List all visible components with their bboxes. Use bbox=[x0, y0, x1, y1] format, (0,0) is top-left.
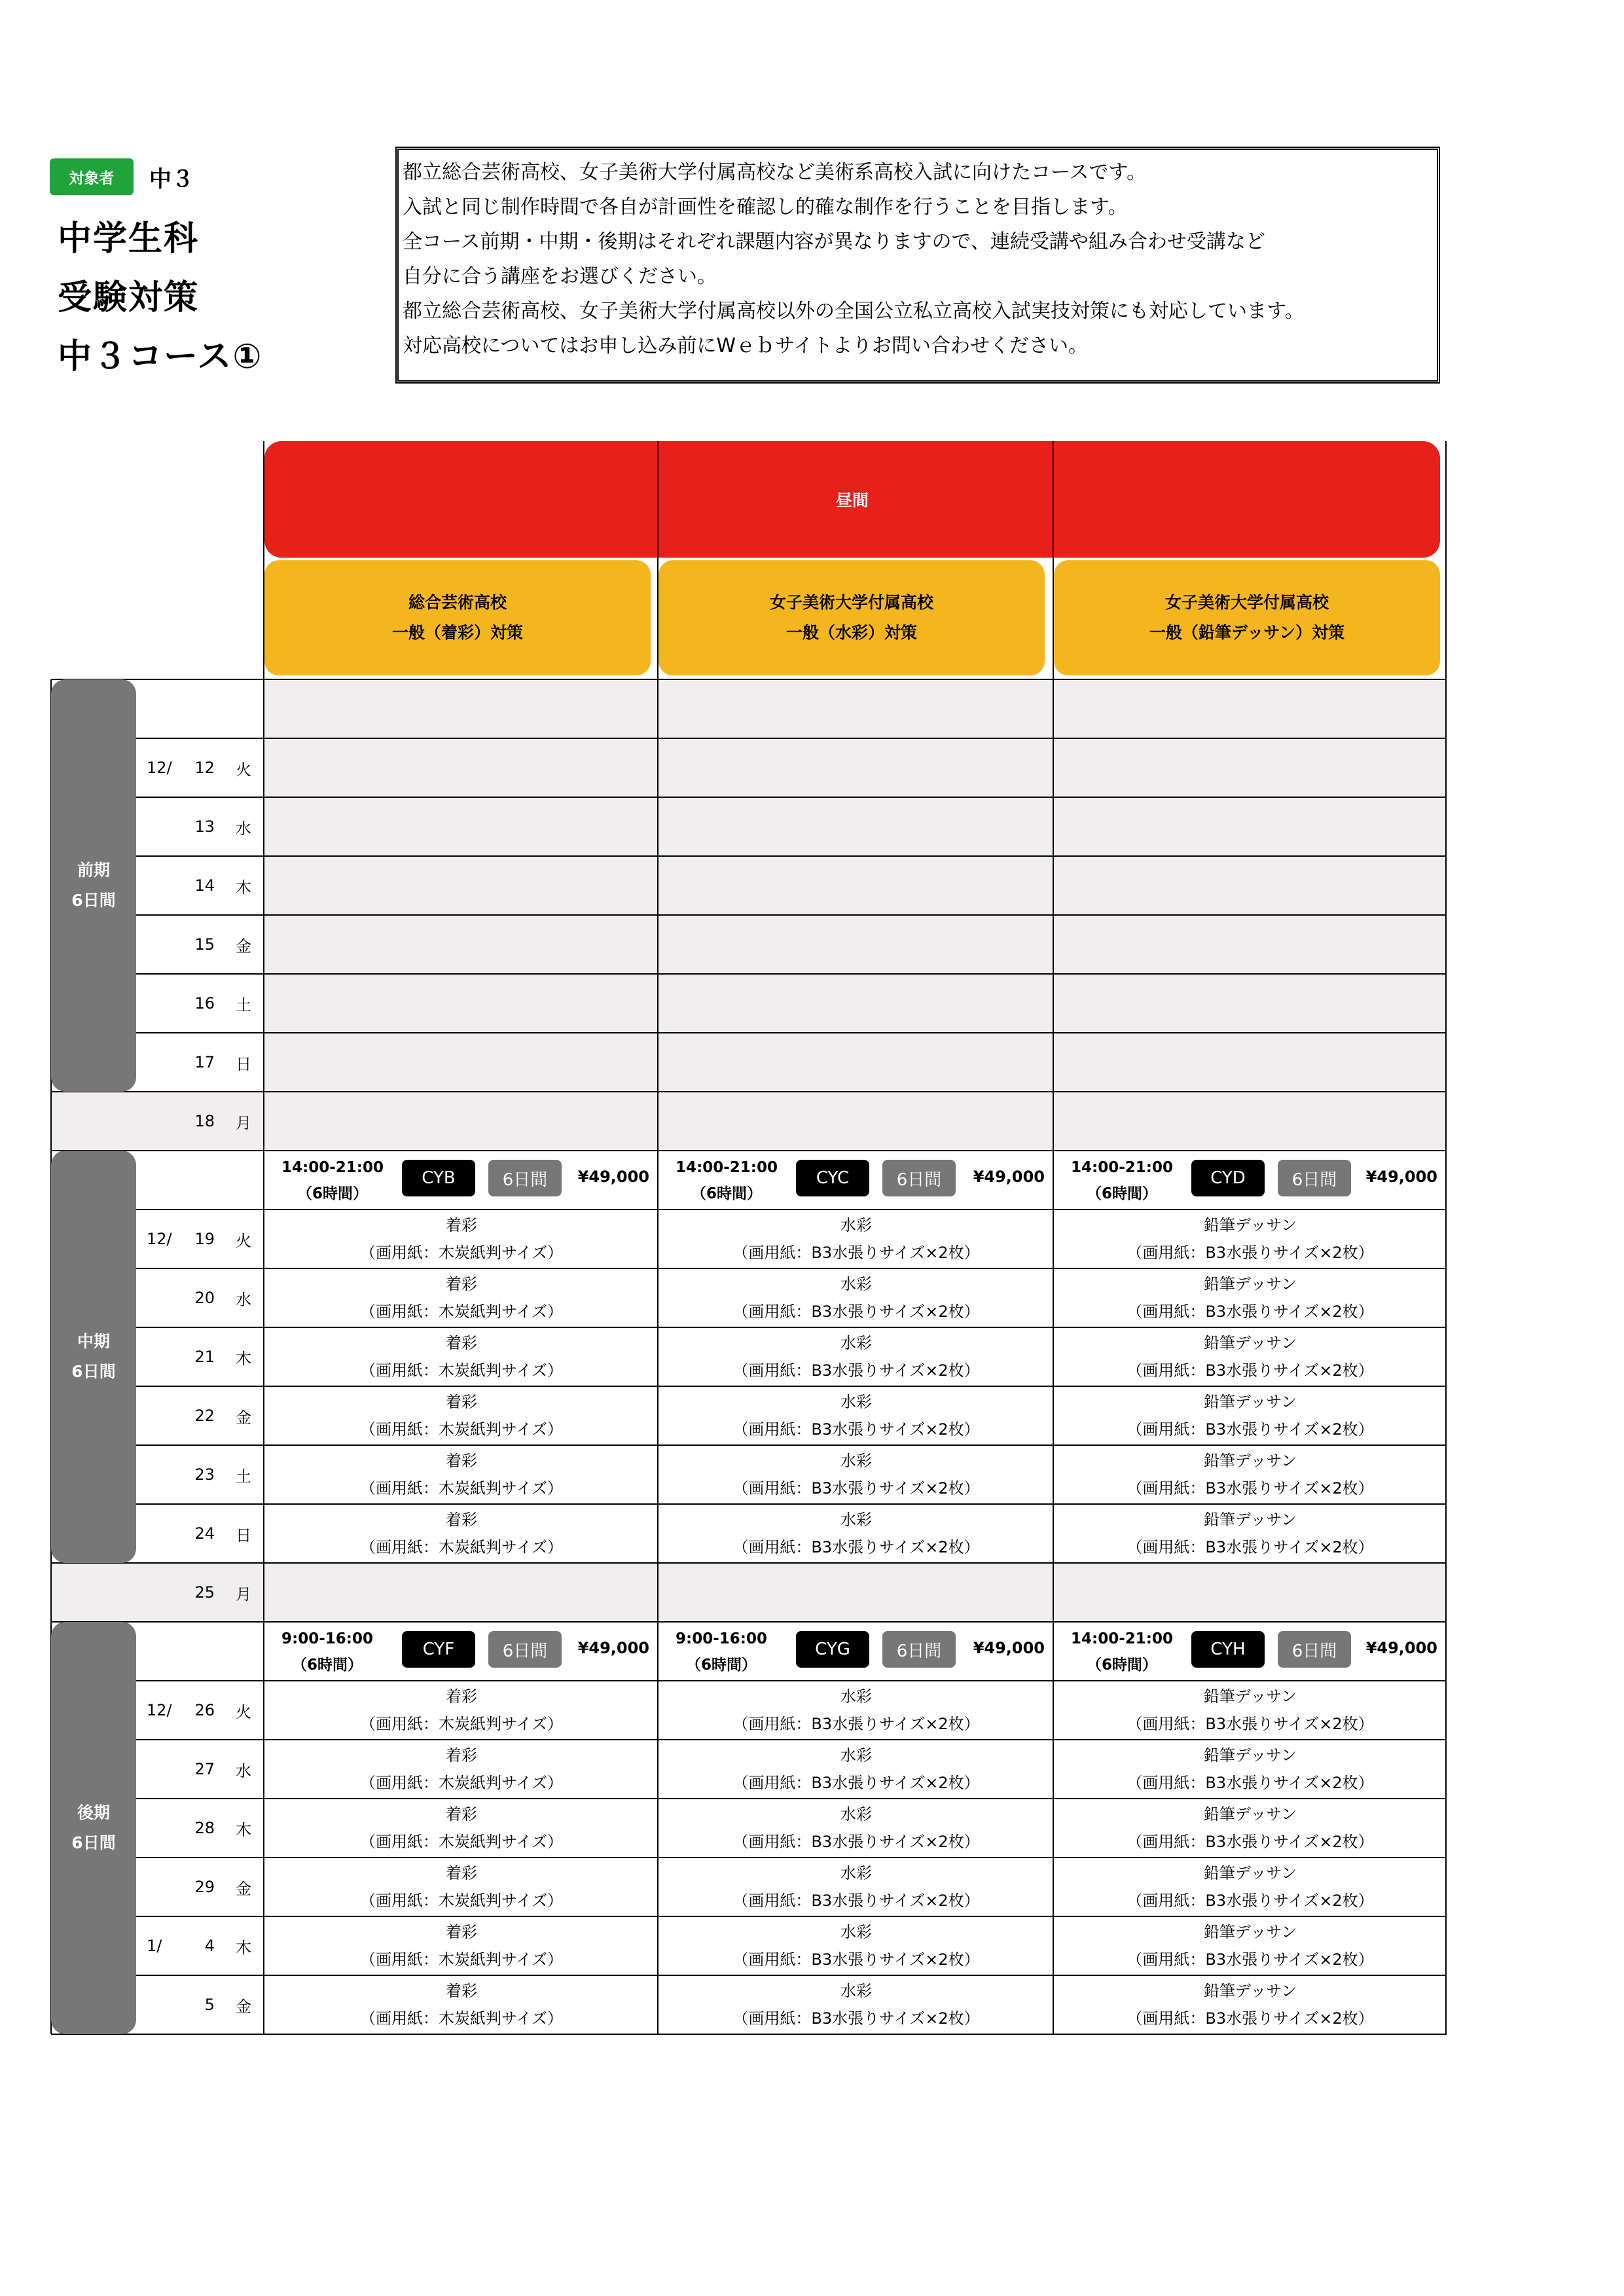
title-line-2: 受験対策 bbox=[58, 278, 200, 317]
date-weekday: 木 bbox=[236, 1938, 251, 1957]
lesson-name: 鉛筆デッサン bbox=[1203, 1805, 1297, 1823]
period-days: 6日間 bbox=[71, 891, 116, 910]
course-time-range: 14:00-21:00 bbox=[1071, 1630, 1173, 1647]
time-slot-header bbox=[264, 441, 1440, 558]
lesson-name: 着彩 bbox=[446, 1864, 477, 1882]
lesson-name: 鉛筆デッサン bbox=[1203, 1275, 1297, 1293]
course-info-cell bbox=[659, 1151, 1054, 1210]
course-price: ¥49,000 bbox=[1365, 1639, 1437, 1657]
lesson-name: 水彩 bbox=[840, 1393, 872, 1411]
lesson-name: 着彩 bbox=[446, 1393, 477, 1411]
row-divider bbox=[136, 797, 1447, 798]
row-divider bbox=[136, 1503, 1447, 1505]
lesson-cell bbox=[659, 1681, 1054, 1740]
course-days-badge: 6日間 bbox=[1278, 1631, 1351, 1668]
lesson-paper: （画用紙：B3水張りサイズ×2枚） bbox=[1127, 1538, 1374, 1556]
lesson-paper: （画用紙：B3水張りサイズ×2枚） bbox=[732, 1538, 980, 1556]
lesson-paper: （画用紙：B3水張りサイズ×2枚） bbox=[1127, 1361, 1374, 1380]
lesson-paper: （画用紙：B3水張りサイズ×2枚） bbox=[1127, 1715, 1374, 1733]
course-time-range: 9:00-16:00 bbox=[676, 1630, 767, 1647]
date-day: 26 bbox=[194, 1701, 215, 1719]
grade-label: 中３ bbox=[149, 166, 194, 192]
empty-cell-bg bbox=[264, 797, 1447, 856]
date-month: 12/ bbox=[147, 759, 172, 777]
lesson-cell bbox=[659, 1445, 1054, 1504]
row-divider bbox=[136, 973, 1447, 975]
empty-cell-bg bbox=[264, 974, 1447, 1033]
lesson-name: 水彩 bbox=[840, 1746, 872, 1765]
course-price: ¥49,000 bbox=[577, 1168, 649, 1186]
date-weekday: 木 bbox=[236, 878, 251, 897]
date-weekday: 土 bbox=[236, 1467, 251, 1486]
column-header-1 bbox=[264, 560, 651, 675]
course-price: ¥49,000 bbox=[1365, 1168, 1437, 1186]
lesson-name: 水彩 bbox=[840, 1452, 872, 1470]
date-day: 23 bbox=[194, 1465, 215, 1484]
lesson-cell bbox=[659, 1857, 1054, 1916]
course-time bbox=[676, 1626, 767, 1678]
course-code-badge: CYB bbox=[402, 1160, 475, 1196]
lesson-name: 水彩 bbox=[840, 1216, 872, 1234]
lesson-cell bbox=[264, 1445, 659, 1504]
lesson-cell bbox=[1054, 1681, 1447, 1740]
lesson-name: 鉛筆デッサン bbox=[1203, 1982, 1297, 2000]
column-divider bbox=[263, 441, 264, 2034]
date-day: 19 bbox=[194, 1230, 215, 1248]
column-school: 総合芸術高校 bbox=[408, 593, 507, 612]
lesson-name: 水彩 bbox=[840, 1334, 872, 1352]
row-divider bbox=[136, 1444, 1447, 1446]
row-divider bbox=[51, 1562, 1447, 1564]
description-line: 入試と同じ制作時間で各自が計画性を確認し的確な制作を行うことを目指します。 bbox=[403, 196, 1128, 219]
row-divider bbox=[51, 679, 1447, 680]
course-info-cell bbox=[659, 1622, 1054, 1681]
lesson-paper: （画用紙：木炭紙判サイズ） bbox=[359, 1774, 564, 1792]
course-description bbox=[395, 147, 1440, 384]
empty-cell-bg bbox=[264, 915, 1447, 974]
lesson-paper: （画用紙：B3水張りサイズ×2枚） bbox=[1127, 1302, 1374, 1321]
empty-cell-bg bbox=[264, 856, 1447, 915]
lesson-paper: （画用紙：木炭紙判サイズ） bbox=[359, 1244, 564, 1262]
period-tab bbox=[51, 679, 136, 1092]
lesson-cell bbox=[264, 1327, 659, 1386]
description-line: 自分に合う講座をお選びください。 bbox=[403, 265, 717, 288]
lesson-paper: （画用紙：B3水張りサイズ×2枚） bbox=[1127, 1833, 1374, 1851]
lesson-paper: （画用紙：B3水張りサイズ×2枚） bbox=[732, 1774, 980, 1792]
period-days: 6日間 bbox=[71, 1362, 116, 1381]
date-weekday: 木 bbox=[236, 1349, 251, 1368]
row-divider bbox=[136, 1386, 1447, 1387]
lesson-cell bbox=[1054, 1916, 1447, 1975]
period-tab bbox=[51, 1622, 136, 2034]
lesson-name: 鉛筆デッサン bbox=[1203, 1687, 1297, 1706]
lesson-name: 水彩 bbox=[840, 1982, 872, 2000]
lesson-paper: （画用紙：B3水張りサイズ×2枚） bbox=[732, 1715, 980, 1733]
date-day: 28 bbox=[194, 1819, 215, 1837]
course-info-cell bbox=[1054, 1151, 1447, 1210]
date-weekday: 火 bbox=[236, 760, 251, 779]
date-day: 24 bbox=[194, 1524, 215, 1543]
period-tab bbox=[51, 1151, 136, 1563]
row-divider bbox=[136, 1916, 1447, 1917]
date-month: 1/ bbox=[147, 1937, 162, 1955]
lesson-name: 鉛筆デッサン bbox=[1203, 1393, 1297, 1411]
lesson-name: 鉛筆デッサン bbox=[1203, 1923, 1297, 1941]
lesson-cell bbox=[659, 1386, 1054, 1445]
lesson-paper: （画用紙：B3水張りサイズ×2枚） bbox=[1127, 1892, 1374, 1910]
lesson-cell bbox=[1054, 1857, 1447, 1916]
lesson-cell bbox=[659, 1916, 1054, 1975]
lesson-cell bbox=[264, 1386, 659, 1445]
date-weekday: 金 bbox=[236, 937, 251, 956]
lesson-paper: （画用紙：B3水張りサイズ×2枚） bbox=[732, 1950, 980, 1969]
date-weekday: 月 bbox=[236, 1585, 251, 1604]
lesson-name: 着彩 bbox=[446, 1511, 477, 1529]
row-divider bbox=[136, 1268, 1447, 1269]
date-weekday: 金 bbox=[236, 1408, 251, 1427]
course-info-cell bbox=[264, 1622, 659, 1681]
description-line: 全コース前期・中期・後期はそれぞれ課題内容が異なりますので、連続受講や組み合わせ受講など bbox=[403, 230, 1265, 253]
lesson-name: 水彩 bbox=[840, 1923, 872, 1941]
column-divider bbox=[1053, 441, 1054, 2034]
period-label: 中期 bbox=[77, 1332, 110, 1351]
date-weekday: 火 bbox=[236, 1702, 251, 1721]
date-day: 12 bbox=[194, 759, 215, 777]
lesson-name: 鉛筆デッサン bbox=[1203, 1511, 1297, 1529]
course-code-badge: CYC bbox=[796, 1160, 869, 1196]
lesson-name: 着彩 bbox=[446, 1923, 477, 1941]
course-price: ¥49,000 bbox=[973, 1639, 1045, 1657]
course-days-badge: 6日間 bbox=[1278, 1160, 1351, 1196]
course-info-cell bbox=[264, 1151, 659, 1210]
course-info-cell bbox=[1054, 1622, 1447, 1681]
lesson-paper: （画用紙：B3水張りサイズ×2枚） bbox=[732, 1244, 980, 1262]
date-day: 29 bbox=[194, 1878, 215, 1896]
lesson-paper: （画用紙：B3水張りサイズ×2枚） bbox=[732, 1302, 980, 1321]
lesson-name: 鉛筆デッサン bbox=[1203, 1334, 1297, 1352]
lesson-cell bbox=[1054, 1386, 1447, 1445]
time-slot-label: 昼間 bbox=[835, 491, 869, 510]
course-hours: （6時間） bbox=[291, 1657, 363, 1674]
column-school: 女子美術大学付属高校 bbox=[1164, 593, 1329, 612]
row-divider bbox=[136, 738, 1447, 739]
lesson-cell bbox=[1054, 1268, 1447, 1327]
date-weekday: 日 bbox=[236, 1054, 251, 1073]
course-days-badge: 6日間 bbox=[488, 1160, 562, 1196]
lesson-paper: （画用紙：木炭紙判サイズ） bbox=[359, 1479, 564, 1498]
title-line-1: 中学生科 bbox=[58, 219, 200, 259]
course-time bbox=[281, 1626, 373, 1678]
date-weekday: 金 bbox=[236, 1997, 251, 2016]
lesson-paper: （画用紙：木炭紙判サイズ） bbox=[359, 1538, 564, 1556]
date-weekday: 水 bbox=[236, 1290, 251, 1309]
lesson-cell bbox=[1054, 1327, 1447, 1386]
course-price: ¥49,000 bbox=[973, 1168, 1045, 1186]
row-divider bbox=[136, 914, 1447, 916]
lesson-paper: （画用紙：木炭紙判サイズ） bbox=[359, 1420, 564, 1439]
column-header-3 bbox=[1054, 560, 1440, 675]
lesson-name: 着彩 bbox=[446, 1805, 477, 1823]
course-time bbox=[676, 1155, 778, 1207]
lesson-cell bbox=[659, 1210, 1054, 1268]
course-code-badge: CYD bbox=[1191, 1160, 1265, 1196]
date-day: 16 bbox=[194, 994, 215, 1013]
row-divider bbox=[136, 1032, 1447, 1033]
lesson-cell bbox=[1054, 1975, 1447, 2034]
lesson-name: 水彩 bbox=[840, 1511, 872, 1529]
date-day: 20 bbox=[194, 1289, 215, 1307]
row-divider bbox=[51, 1621, 1447, 1623]
course-price: ¥49,000 bbox=[577, 1639, 649, 1657]
lesson-name: 着彩 bbox=[446, 1216, 477, 1234]
course-hours: （6時間） bbox=[1086, 1185, 1157, 1202]
period-label: 後期 bbox=[77, 1803, 110, 1822]
lesson-paper: （画用紙：B3水張りサイズ×2枚） bbox=[732, 1892, 980, 1910]
lesson-name: 着彩 bbox=[446, 1275, 477, 1293]
lesson-cell bbox=[659, 1504, 1054, 1563]
row-divider bbox=[136, 1680, 1447, 1681]
lesson-paper: （画用紙：B3水張りサイズ×2枚） bbox=[732, 1361, 980, 1380]
period-label: 前期 bbox=[77, 861, 110, 880]
date-day: 15 bbox=[194, 935, 215, 954]
date-day: 18 bbox=[194, 1112, 215, 1130]
lesson-name: 鉛筆デッサン bbox=[1203, 1452, 1297, 1470]
date-weekday: 日 bbox=[236, 1526, 251, 1545]
course-days-badge: 6日間 bbox=[488, 1631, 562, 1668]
column-divider bbox=[657, 441, 659, 2034]
period-days: 6日間 bbox=[71, 1833, 116, 1852]
lesson-cell bbox=[659, 1799, 1054, 1857]
course-code-badge: CYH bbox=[1191, 1631, 1265, 1668]
row-divider bbox=[136, 855, 1447, 857]
course-time bbox=[1071, 1155, 1173, 1207]
row-divider bbox=[51, 2034, 1447, 2035]
break-date-cell bbox=[0, 1092, 262, 1151]
date-day: 25 bbox=[194, 1583, 215, 1602]
lesson-cell bbox=[264, 1504, 659, 1563]
date-day: 17 bbox=[194, 1053, 215, 1071]
course-time bbox=[1071, 1626, 1173, 1678]
date-weekday: 火 bbox=[236, 1231, 251, 1250]
lesson-cell bbox=[659, 1740, 1054, 1799]
column-subject: 一般（着彩）対策 bbox=[391, 623, 523, 642]
lesson-cell bbox=[264, 1210, 659, 1268]
column-header-2 bbox=[659, 560, 1045, 675]
lesson-cell bbox=[659, 1268, 1054, 1327]
lesson-cell bbox=[264, 1799, 659, 1857]
description-line: 都立総合芸術高校、女子美術大学付属高校など美術系高校入試に向けたコースです。 bbox=[403, 161, 1147, 184]
lesson-paper: （画用紙：B3水張りサイズ×2枚） bbox=[1127, 2009, 1374, 2028]
lesson-paper: （画用紙：木炭紙判サイズ） bbox=[359, 1715, 564, 1733]
lesson-paper: （画用紙：B3水張りサイズ×2枚） bbox=[732, 2009, 980, 2028]
lesson-name: 鉛筆デッサン bbox=[1203, 1864, 1297, 1882]
lesson-paper: （画用紙：B3水張りサイズ×2枚） bbox=[1127, 1950, 1374, 1969]
lesson-paper: （画用紙：木炭紙判サイズ） bbox=[359, 1361, 564, 1380]
column-school: 女子美術大学付属高校 bbox=[769, 593, 933, 612]
lesson-cell bbox=[1054, 1799, 1447, 1857]
date-weekday: 金 bbox=[236, 1879, 251, 1898]
row-divider bbox=[136, 1209, 1447, 1210]
lesson-cell bbox=[264, 1916, 659, 1975]
break-date-cell bbox=[0, 1563, 262, 1622]
course-days-badge: 6日間 bbox=[882, 1160, 956, 1196]
lesson-paper: （画用紙：B3水張りサイズ×2枚） bbox=[1127, 1244, 1374, 1262]
date-day: 4 bbox=[204, 1937, 215, 1955]
lesson-paper: （画用紙：B3水張りサイズ×2枚） bbox=[732, 1833, 980, 1851]
lesson-name: 水彩 bbox=[840, 1275, 872, 1293]
lesson-name: 着彩 bbox=[446, 1746, 477, 1765]
date-weekday: 木 bbox=[236, 1820, 251, 1839]
course-time-range: 14:00-21:00 bbox=[1071, 1159, 1173, 1176]
row-divider bbox=[51, 1150, 1447, 1151]
description-line: 対応高校についてはお申し込み前にWｅｂサイトよりお問い合わせください。 bbox=[403, 334, 1088, 357]
lesson-cell bbox=[264, 1740, 659, 1799]
lesson-paper: （画用紙：木炭紙判サイズ） bbox=[359, 1302, 564, 1321]
lesson-name: 水彩 bbox=[840, 1864, 872, 1882]
row-divider bbox=[136, 1327, 1447, 1328]
lesson-name: 着彩 bbox=[446, 1687, 477, 1706]
lesson-paper: （画用紙：木炭紙判サイズ） bbox=[359, 1892, 564, 1910]
lesson-cell bbox=[659, 1327, 1054, 1386]
empty-cell-bg bbox=[264, 738, 1447, 797]
lesson-paper: （画用紙：B3水張りサイズ×2枚） bbox=[1127, 1774, 1374, 1792]
lesson-name: 着彩 bbox=[446, 1452, 477, 1470]
lesson-cell bbox=[1054, 1740, 1447, 1799]
date-weekday: 月 bbox=[236, 1113, 251, 1132]
course-hours: （6時間） bbox=[297, 1185, 368, 1202]
course-time-range: 9:00-16:00 bbox=[281, 1630, 373, 1647]
empty-cell-bg bbox=[264, 679, 1447, 738]
empty-cell-bg bbox=[264, 1033, 1447, 1092]
target-badge: 対象者 bbox=[50, 158, 134, 195]
course-time-range: 14:00-21:00 bbox=[676, 1159, 778, 1176]
row-divider bbox=[136, 1857, 1447, 1858]
lesson-cell bbox=[659, 1975, 1054, 2034]
date-day: 27 bbox=[194, 1760, 215, 1778]
lesson-name: 鉛筆デッサン bbox=[1203, 1216, 1297, 1234]
row-divider bbox=[136, 1798, 1447, 1799]
date-month: 12/ bbox=[147, 1701, 172, 1719]
row-divider bbox=[136, 1975, 1447, 1976]
lesson-name: 水彩 bbox=[840, 1805, 872, 1823]
lesson-name: 着彩 bbox=[446, 1334, 477, 1352]
title-line-3: 中３コース① bbox=[58, 337, 263, 376]
date-day: 13 bbox=[194, 817, 215, 836]
lesson-cell bbox=[264, 1681, 659, 1740]
date-weekday: 土 bbox=[236, 996, 251, 1014]
date-weekday: 水 bbox=[236, 1761, 251, 1780]
lesson-cell bbox=[1054, 1504, 1447, 1563]
date-day: 21 bbox=[194, 1348, 215, 1366]
lesson-cell bbox=[1054, 1210, 1447, 1268]
lesson-paper: （画用紙：木炭紙判サイズ） bbox=[359, 2009, 564, 2028]
date-weekday: 水 bbox=[236, 819, 251, 838]
column-divider bbox=[1445, 441, 1447, 2034]
course-code-badge: CYG bbox=[796, 1631, 869, 1668]
course-days-badge: 6日間 bbox=[882, 1631, 956, 1668]
course-hours: （6時間） bbox=[685, 1657, 757, 1674]
lesson-cell bbox=[264, 1975, 659, 2034]
lesson-paper: （画用紙：B3水張りサイズ×2枚） bbox=[1127, 1479, 1374, 1498]
date-day: 14 bbox=[194, 876, 215, 895]
lesson-paper: （画用紙：木炭紙判サイズ） bbox=[359, 1833, 564, 1851]
lesson-cell bbox=[264, 1857, 659, 1916]
date-month: 12/ bbox=[147, 1230, 172, 1248]
lesson-cell bbox=[1054, 1445, 1447, 1504]
date-day: 5 bbox=[204, 1996, 215, 2014]
description-line: 都立総合芸術高校、女子美術大学付属高校以外の全国公立私立高校入試実技対策にも対応しています。 bbox=[403, 300, 1305, 323]
date-day: 22 bbox=[194, 1407, 215, 1425]
course-time bbox=[281, 1155, 384, 1207]
course-time-range: 14:00-21:00 bbox=[281, 1159, 384, 1176]
row-divider bbox=[136, 1739, 1447, 1740]
course-hours: （6時間） bbox=[1086, 1657, 1157, 1674]
lesson-name: 水彩 bbox=[840, 1687, 872, 1706]
lesson-cell bbox=[264, 1268, 659, 1327]
lesson-paper: （画用紙：B3水張りサイズ×2枚） bbox=[732, 1420, 980, 1439]
column-subject: 一般（鉛筆デッサン）対策 bbox=[1149, 623, 1345, 642]
course-hours: （6時間） bbox=[691, 1185, 762, 1202]
lesson-paper: （画用紙：B3水張りサイズ×2枚） bbox=[1127, 1420, 1374, 1439]
row-divider bbox=[51, 1091, 1447, 1092]
lesson-paper: （画用紙：B3水張りサイズ×2枚） bbox=[732, 1479, 980, 1498]
course-code-badge: CYF bbox=[402, 1631, 475, 1668]
lesson-name: 着彩 bbox=[446, 1982, 477, 2000]
lesson-name: 鉛筆デッサン bbox=[1203, 1746, 1297, 1765]
lesson-paper: （画用紙：木炭紙判サイズ） bbox=[359, 1950, 564, 1969]
column-subject: 一般（水彩）対策 bbox=[785, 623, 917, 642]
